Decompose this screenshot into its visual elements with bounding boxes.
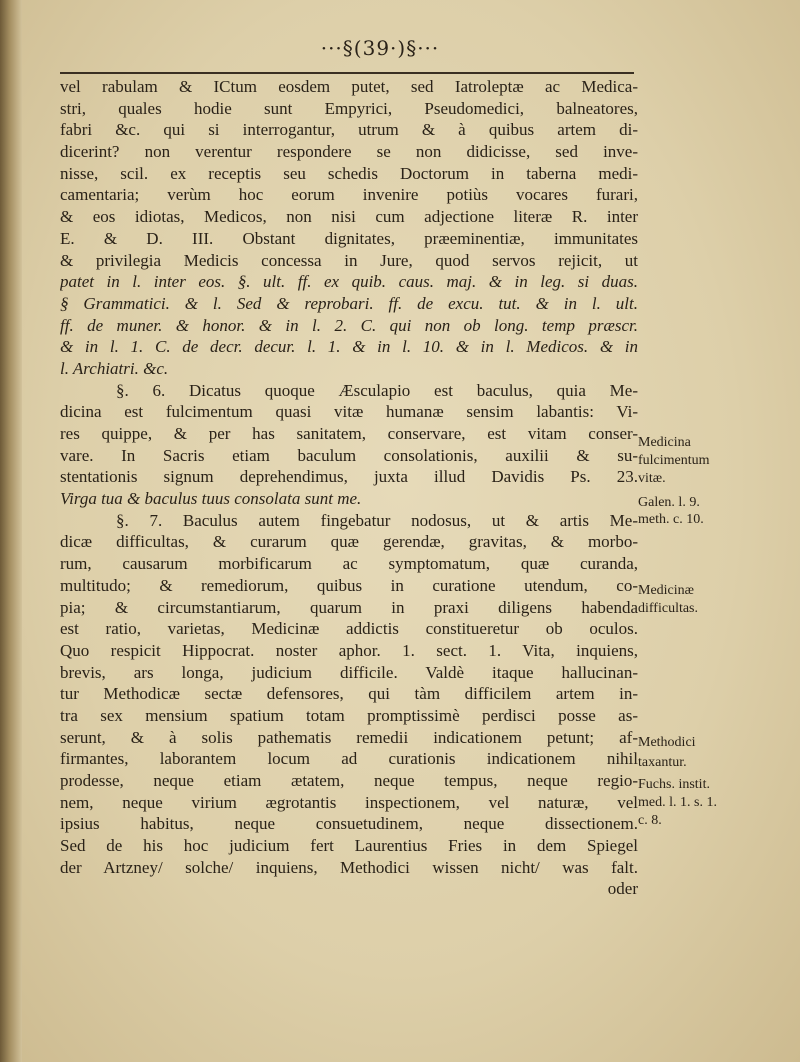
text-line: E. & D. III. Obstant dignitates, præeminentiæ, immunitates [60, 228, 638, 248]
text-line: nem, neque virium ægrotantis inspectionem, vel naturæ, vel [60, 792, 638, 812]
margin-note: Medicinæ [638, 583, 694, 598]
text-line: res quippe, & per has sanitatem, conservare, est vitam conser- [60, 424, 638, 443]
margin-note: meth. c. 10. [638, 512, 704, 527]
text-line: est ratio, varietas, Medicinæ addictis constitueretur ob oculos. [60, 619, 638, 639]
text-line: stri, quales hodie sunt Empyrici, Pseudomedici, balneatores, [60, 98, 638, 118]
page-header: ···§(39·)§··· [320, 36, 440, 60]
margin-note: fulcimentum [638, 453, 710, 468]
text-line: & privilegia Medicis concessa in Jure, quod servos rejicit, ut [60, 250, 638, 270]
text-line: brevis, ars longa, judicium difficile. Valdè itaque hallucinan- [60, 662, 638, 682]
text-line: & eos idiotas, Medicos, non nisi cum adjectione literæ R. inter [60, 207, 638, 227]
margin-note: Medicina [638, 435, 691, 450]
text-line: der Artzney/ solche/ inquiens, Methodici wissen nicht/ was falt. [60, 857, 638, 877]
text-line: prodesse, neque etiam ætatem, neque tempus, neque regio- [60, 771, 638, 790]
text-line: dicerint? non verentur respondere se non didicisse, sed inve- [60, 142, 638, 162]
text-line: Sed de his hoc judicium fert Laurentius Fries in dem Spiegel [60, 836, 638, 856]
text-line: § Grammatici. & l. Sed & reprobari. ff. de excu. tut. & in l. ult. [60, 293, 638, 313]
text-line: rum, causarum morbificarum ac symptomatum, quæ curanda, [60, 554, 638, 574]
text-line: multitudo; & remediorum, quibus in curatione utendum, co- [60, 575, 638, 595]
text-line: stentationis signum deprehendimus, juxta illud Davidis Ps. 23. [60, 467, 638, 487]
text-line: ff. de muner. & honor. & in l. 2. C. qui non ob long. temp præscr. [60, 315, 638, 335]
text-line: dicina est fulcimentum quasi vitæ humanæ sensim labantis: Vi- [60, 402, 638, 422]
margin-note: Methodici [638, 735, 696, 750]
text-line: §. 6. Dicatus quoque Æsculapio est baculus, quia Me- [116, 380, 638, 400]
text-line: vare. In Sacris etiam baculum consolationis, auxilii & su- [60, 445, 638, 465]
text-line: pia; & circumstantiarum, quarum in praxi diligens habenda [60, 597, 638, 617]
main-text [60, 76, 638, 900]
text-line: patet in l. inter eos. §. ult. ff. ex quib. caus. maj. & in leg. si duas. [60, 272, 638, 292]
text-line: dicæ difficultas, & curarum quæ gerendæ, gravitas, & morbo- [60, 532, 638, 552]
book-gutter [0, 0, 22, 1062]
text-line: camentaria; verùm hoc eorum invenire potiùs vocares furari, [60, 185, 638, 205]
text-line: tra sex mensium spatium totam promptissimè perdisci posse as- [60, 705, 638, 725]
text-line: Quo respicit Hippocrat. noster aphor. 1. sect. 1. Vita, inquiens, [60, 640, 638, 660]
margin-note: Galen. l. 9. [638, 495, 700, 510]
text-line: Virga tua & baculus tuus consolata sunt me. [60, 489, 362, 509]
catchword: oder [607, 879, 638, 899]
text-line: tur Methodicæ sectæ defensores, qui tàm difficilem artem in- [60, 684, 638, 704]
text-line: fabri &c. qui si interrogantur, utrum & à quibus artem di- [60, 120, 638, 140]
text-line: & in l. 1. C. de decr. decur. l. 1. & in l. 10. & in l. Medicos. & in [60, 337, 638, 357]
text-line: firmantes, laborantem locum ad curationis indicationem nihil [60, 749, 638, 769]
text-line: vel rabulam & ICtum eosdem putet, sed Iatroleptæ ac Medica- [60, 77, 638, 96]
margin-note: vitæ. [638, 471, 666, 486]
margin-note: difficultas. [638, 601, 699, 616]
margin-note: taxantur. [638, 755, 687, 770]
text-line: ipsius habitus, neque consuetudinem, neque dissectionem. [60, 814, 638, 834]
margin-note: c. 8. [638, 813, 662, 828]
text-line: serunt, & à solis pathematis remedii indicationem petunt; af- [60, 727, 638, 747]
text-line: nisse, scil. ex receptis seu schedis Doctorum in taberna medi- [60, 163, 638, 183]
text-line: §. 7. Baculus autem fingebatur nodosus, ut & artis Me- [116, 510, 638, 530]
text-line: l. Archiatri. &c. [60, 358, 169, 378]
header-rule [60, 72, 634, 74]
margin-note: med. l. 1. s. 1. [638, 795, 717, 810]
margin-note: Fuchs. instit. [638, 777, 710, 792]
